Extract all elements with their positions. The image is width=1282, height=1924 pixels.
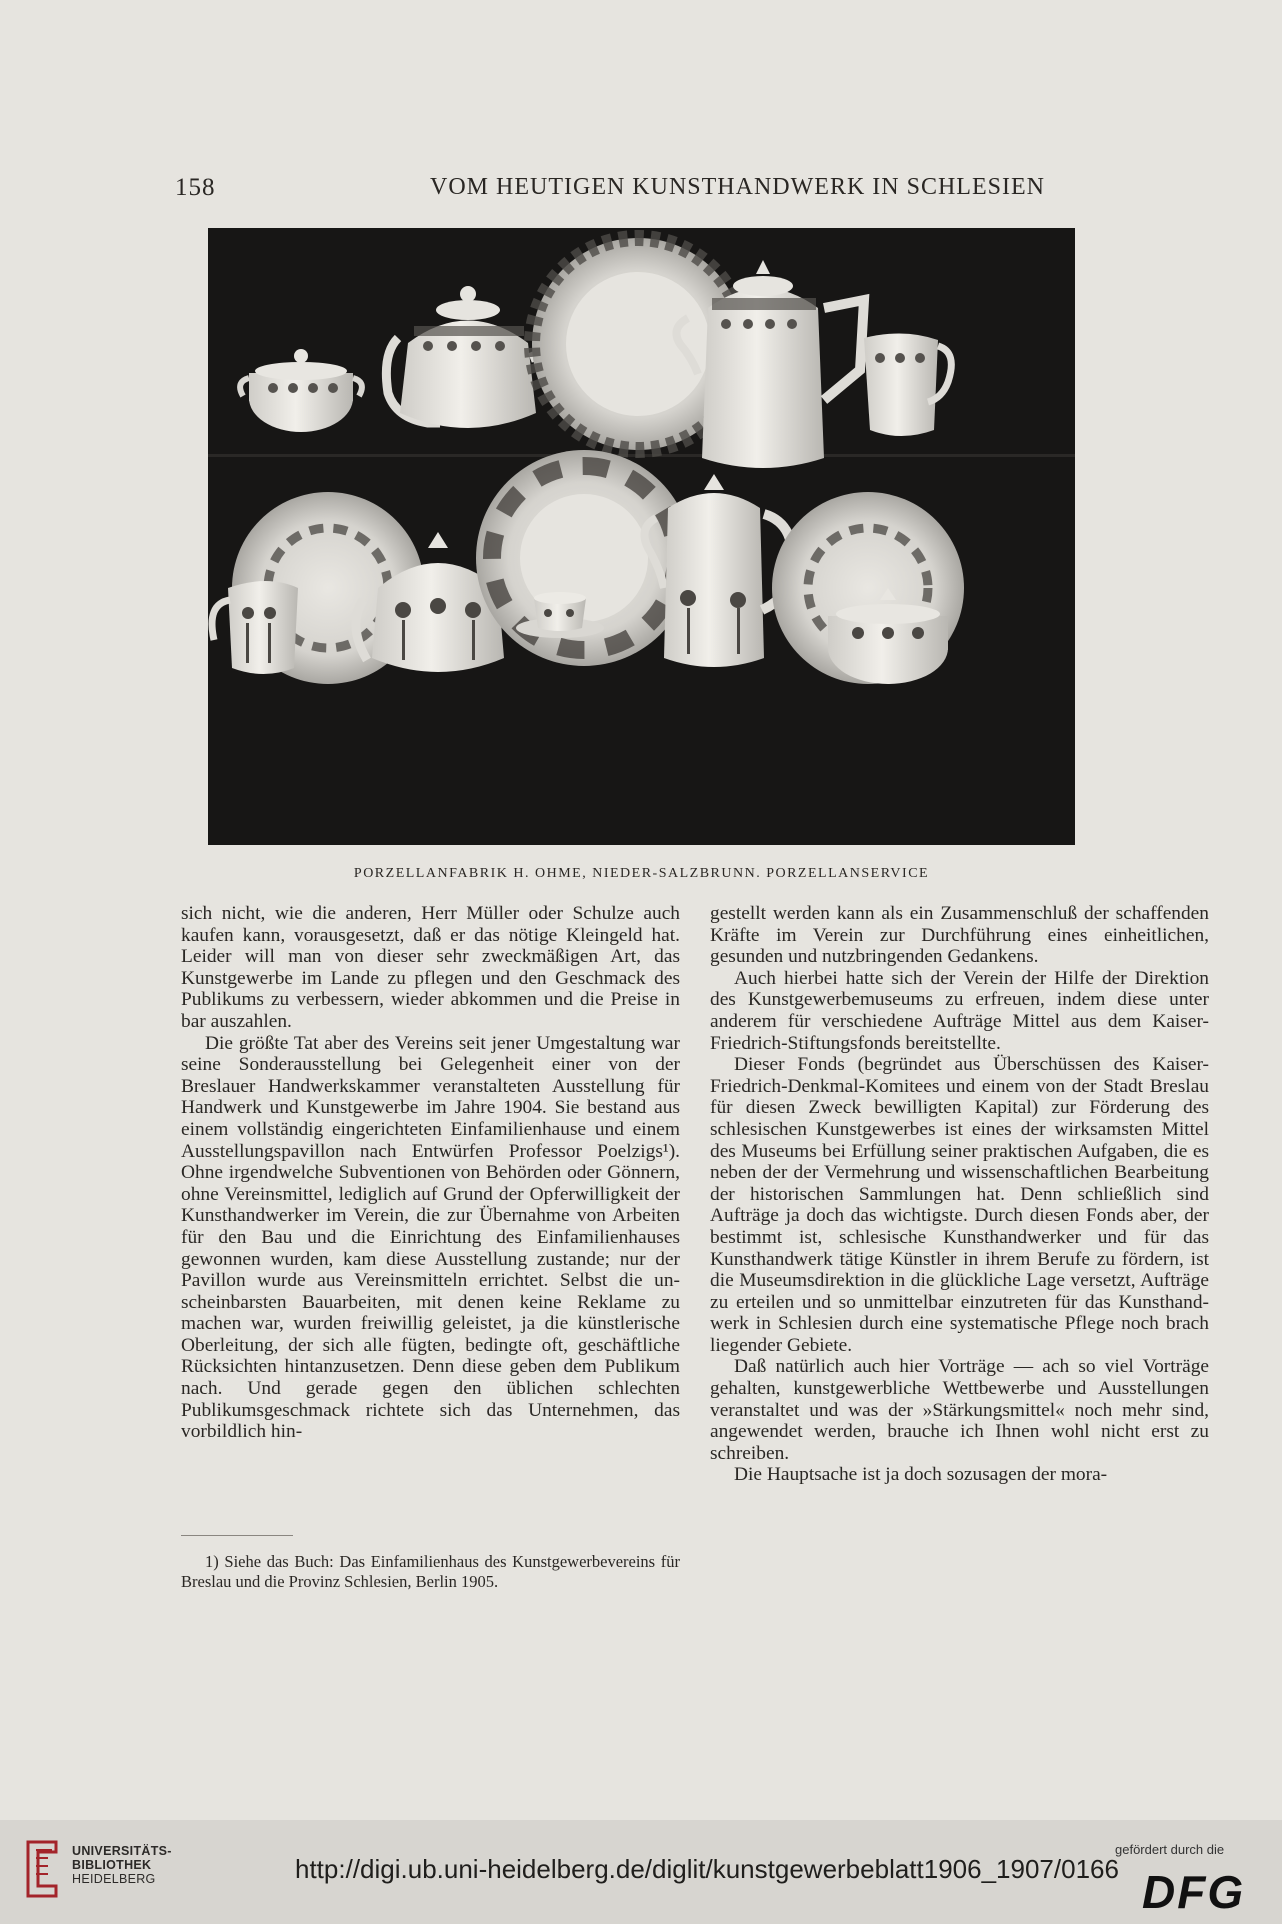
page-number: 158	[175, 174, 216, 201]
figure-caption: PORZELLANFABRIK H. OHME, NIEDER-SALZBRUNN. PORZELLANSERVICE	[353, 866, 930, 881]
porcelain-illustration	[208, 228, 1075, 845]
dfg-logo: DFG	[1142, 1866, 1246, 1918]
paragraph: Die größte Tat aber des Vereins seit jener Umgestaltung war seine Sonderausstellung bei Gelegenheit einer von der Breslauer Handwerkskammer veranstalteten Ausstellung für Handwerk und Kunstgewerbe im Jahre 1904. Sie bestand aus einem vollständig eingerichteten Einfamilienhause und einem Ausstellungspavillon nach Entwürfen Professor Poelzigs¹). Ohne irgendwelche Subventionen von Behörden oder Gönnern, ohne Vereinsmittel, lediglich auf Grund der Opferwilligkeit der Kunsthandwerker im Verein, die zur Übernahme von Arbeiten für den Bau und die Einrichtung des Einfamilienhauses gewonnen wurden, kam diese Ausstellung zustande; nur der Pavillon wurde aus Vereinsmitteln errichtet. Selbst die unscheinbarsten Bauarbeiten, mit denen keine Reklame zu machen war, wurden freiwillig geleistet, ja die künstlerische Oberleitung, der sich alle fügten, bedingte oft, geschäftliche Rücksichten hintanzusetzen. Denn diese geben dem Publikum nach. Und gerade gegen den üblichen schlechten Publikumsgeschmack richtete sich das Unternehmen, das vorbildlich hin-	[181, 1032, 680, 1443]
footnote-divider	[181, 1535, 293, 1536]
library-name: UNIVERSITÄTS- BIBLIOTHEK HEIDELBERG	[72, 1844, 172, 1886]
sponsor-label: gefördert durch die	[1115, 1842, 1225, 1857]
footnote: 1) Siehe das Buch: Das Einfamilienhaus des Kunstgewerbevereins für Breslau und die Provinz Schlesien, Berlin 1905.	[181, 1552, 680, 1591]
paragraph: Dieser Fonds (begründet aus Überschüssen des Kaiser-Friedrich-Denkmal-Komitees und einem von der Stadt Breslau für diesen Zweck bewilligten Kapital) zur Förderung des schlesischen Kunstgewerbes ist eines der wirksamsten Mittel des Museums bei Erfüllung seiner praktischen Aufgaben, die es neben der der Vermehrung und wissenschaftlichen Bearbeitung der historischen Sammlungen hat. Denn schließlich sind Aufträge ja doch das wichtigste. Durch diesen Fonds aber, der bestimmt ist, schlesische Kunsthandwerker und für das Kunsthandwerk tätige Künstler in ihrem Berufe zu fördern, ist die Museumsdirektion in die glückliche Lage versetzt, Aufträge zu erteilen und so unmittelbar einzutreten für das Kunsthandwerk in Schlesien durch eine systematische Pflege noch brach liegender Gebiete.	[710, 1054, 1209, 1356]
right-column	[710, 903, 1209, 1486]
paragraph: sich nicht, wie die anderen, Herr Müller oder Schulze auch kaufen kann, vorausgesetzt, daß er das nötige Kleingeld hat. Leider will man von dieser sehr zweckmäßigen Art, das Kunstgewerbe im Lande zu pflegen und den Geschmack des Publikums zu verbessern, wieder abkommen und die Preise in bar auszahlen.	[181, 903, 680, 1032]
library-logo-icon	[24, 1836, 64, 1902]
page-header	[0, 174, 1282, 210]
paragraph: Daß natürlich auch hier Vorträge — ach so viel Vorträge gehalten, kunstgewerbliche Wettbewerbe und Ausstellungen veranstaltet und was der »Stärkungsmittel« noch mehr sind, angewendet werden, brauche ich Ihnen wohl nicht erst zu schreiben.	[710, 1356, 1209, 1464]
paragraph: Auch hierbei hatte sich der Verein der Hilfe der Direktion des Kunstgewerbemuseums zu erfreuen, indem diese unter anderem für verschiedene Aufträge Mittel aus dem Kaiser-Friedrich-Stiftungsfonds bereitstellte.	[710, 967, 1209, 1054]
top-creamer	[864, 333, 951, 436]
left-column	[181, 903, 680, 1443]
porcelain-service-photo	[208, 228, 1075, 845]
running-title: VOM HEUTIGEN KUNSTHANDWERK IN SCHLESIEN	[430, 174, 1045, 200]
source-url-link[interactable]: http://digi.ub.uni-heidelberg.de/diglit/kunstgewerbeblatt1906_1907/0166	[295, 1854, 1119, 1884]
bottom-creamer	[212, 581, 298, 674]
top-sugar-bowl	[240, 349, 362, 432]
paragraph: gestellt werden kann als ein Zusammenschluß der schaffenden Kräfte im Verein zur Durchführung eines einheitlichen, gesunden und nutzbringenden Gedankens.	[710, 903, 1209, 968]
paragraph: Die Hauptsache ist ja doch sozusagen der mora-	[734, 1464, 1108, 1486]
digitization-footer	[0, 1820, 1282, 1924]
